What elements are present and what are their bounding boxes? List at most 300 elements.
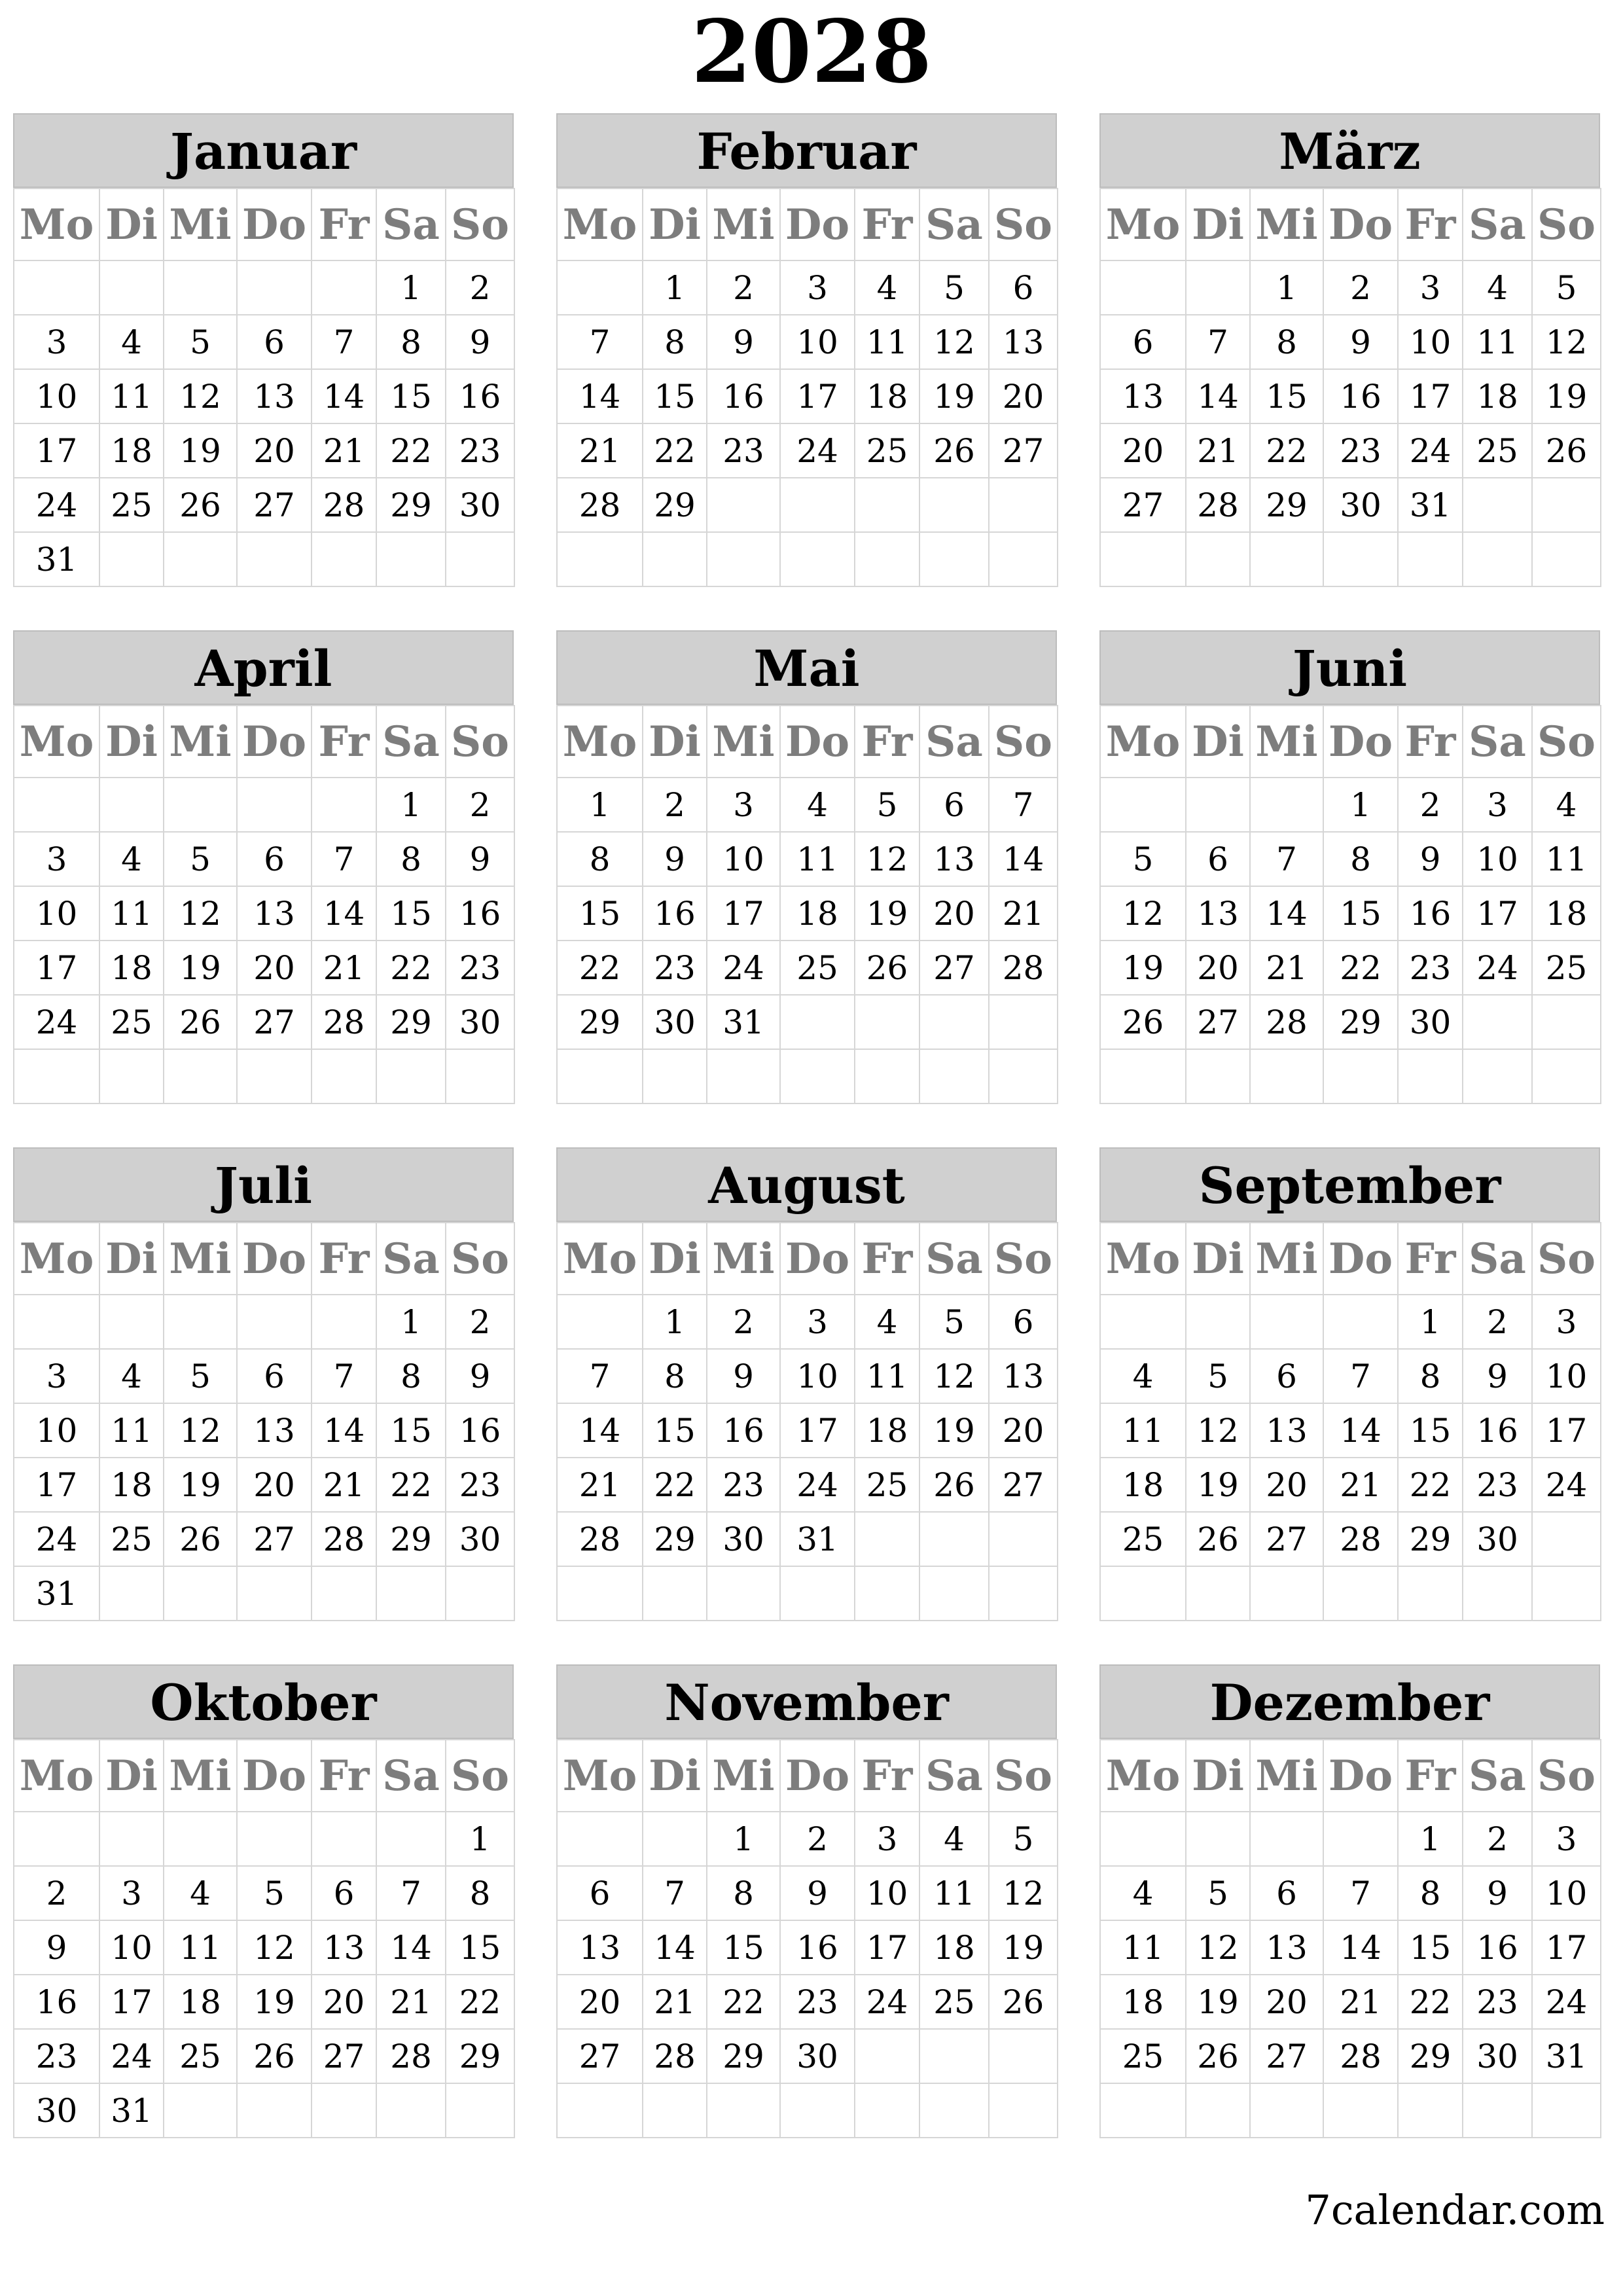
day-cell: 4 <box>1463 260 1532 315</box>
day-cell: 31 <box>14 532 99 586</box>
week-row <box>1100 995 1601 1049</box>
day-cell: 30 <box>446 995 514 1049</box>
day-cell <box>989 478 1058 532</box>
day-cell: 13 <box>1250 1920 1323 1975</box>
day-cell: 19 <box>1532 369 1601 423</box>
weekday-header-row <box>1100 706 1601 778</box>
day-cell: 21 <box>557 1458 643 1512</box>
day-cell: 21 <box>1250 941 1323 995</box>
day-cell: 2 <box>1323 260 1398 315</box>
day-cell <box>1250 532 1323 586</box>
weekday-label: Sa <box>376 706 446 778</box>
day-cell <box>312 260 376 315</box>
day-cell: 11 <box>99 886 164 941</box>
day-cell: 14 <box>376 1920 446 1975</box>
weekday-label: Fr <box>312 706 376 778</box>
weekday-label: Sa <box>1463 1223 1532 1295</box>
day-cell: 27 <box>989 423 1058 478</box>
weekday-header-row <box>1100 188 1601 260</box>
day-cell <box>376 1812 446 1866</box>
week-row <box>14 260 514 315</box>
weekday-label: Do <box>780 1740 855 1812</box>
day-cell <box>919 1049 989 1103</box>
day-cell <box>1186 1566 1250 1621</box>
day-cell <box>1250 1049 1323 1103</box>
week-row <box>14 369 514 423</box>
day-cell: 25 <box>99 995 164 1049</box>
month-block <box>1099 1147 1600 1622</box>
week-row <box>1100 315 1601 369</box>
day-cell: 13 <box>989 315 1058 369</box>
day-cell: 18 <box>1463 369 1532 423</box>
week-row <box>1100 1403 1601 1458</box>
week-row <box>557 941 1058 995</box>
week-row <box>557 2083 1058 2138</box>
day-cell: 17 <box>855 1920 919 1975</box>
day-cell: 13 <box>1250 1403 1323 1458</box>
day-cell <box>1532 1512 1601 1566</box>
week-row <box>1100 532 1601 586</box>
day-cell: 1 <box>376 1295 446 1349</box>
week-row <box>557 1566 1058 1621</box>
weekday-header-row <box>14 1740 514 1812</box>
day-cell: 1 <box>1398 1812 1463 1866</box>
weekday-label: Mo <box>14 1223 99 1295</box>
day-cell: 29 <box>376 1512 446 1566</box>
day-cell: 19 <box>919 1403 989 1458</box>
weekday-label: Fr <box>312 188 376 260</box>
weekday-label: Fr <box>1398 1740 1463 1812</box>
day-cell <box>99 1566 164 1621</box>
day-cell: 26 <box>1532 423 1601 478</box>
day-cell: 9 <box>446 315 514 369</box>
day-cell: 26 <box>1100 995 1186 1049</box>
day-cell: 6 <box>237 832 312 886</box>
weekday-label: Mo <box>557 706 643 778</box>
day-cell: 2 <box>1398 778 1463 832</box>
day-cell: 29 <box>1398 2029 1463 2083</box>
week-row <box>557 1295 1058 1349</box>
day-cell: 5 <box>1186 1349 1250 1403</box>
day-cell: 10 <box>780 315 855 369</box>
day-cell: 27 <box>1186 995 1250 1049</box>
weekday-label: Fr <box>312 1740 376 1812</box>
day-cell: 25 <box>1100 1512 1186 1566</box>
day-cell: 18 <box>1532 886 1601 941</box>
day-cell: 9 <box>1323 315 1398 369</box>
day-cell: 9 <box>780 1866 855 1920</box>
day-cell: 10 <box>707 832 780 886</box>
day-cell: 28 <box>557 478 643 532</box>
week-row <box>14 941 514 995</box>
week-row <box>14 1403 514 1458</box>
day-cell: 19 <box>919 369 989 423</box>
day-cell: 30 <box>707 1512 780 1566</box>
day-cell <box>855 2029 919 2083</box>
day-cell: 11 <box>855 1349 919 1403</box>
week-row <box>14 532 514 586</box>
day-cell: 5 <box>855 778 919 832</box>
weekday-header-row <box>557 188 1058 260</box>
day-cell: 13 <box>919 832 989 886</box>
weekday-header-row <box>557 1223 1058 1295</box>
weekday-label: Sa <box>376 1223 446 1295</box>
day-cell <box>919 1512 989 1566</box>
day-cell <box>643 1812 707 1866</box>
week-row <box>1100 1866 1601 1920</box>
day-cell: 11 <box>99 369 164 423</box>
week-row <box>14 2029 514 2083</box>
day-cell: 28 <box>1250 995 1323 1049</box>
day-cell: 19 <box>1186 1975 1250 2029</box>
day-cell: 1 <box>643 1295 707 1349</box>
week-row <box>14 1295 514 1349</box>
day-cell <box>1532 1566 1601 1621</box>
weekday-label: Mi <box>707 188 780 260</box>
day-cell: 7 <box>557 315 643 369</box>
day-cell: 24 <box>855 1975 919 2029</box>
day-cell: 8 <box>1398 1866 1463 1920</box>
day-cell: 7 <box>557 1349 643 1403</box>
month-day-grid <box>556 1739 1058 2138</box>
day-cell <box>237 1566 312 1621</box>
day-cell: 28 <box>643 2029 707 2083</box>
day-cell <box>1186 1295 1250 1349</box>
day-cell: 6 <box>237 1349 312 1403</box>
day-cell: 19 <box>237 1975 312 2029</box>
day-cell: 11 <box>99 1403 164 1458</box>
week-row <box>557 778 1058 832</box>
day-cell: 15 <box>643 1403 707 1458</box>
day-cell: 1 <box>446 1812 514 1866</box>
weekday-label: Sa <box>1463 188 1532 260</box>
day-cell: 16 <box>643 886 707 941</box>
week-row <box>1100 1512 1601 1566</box>
weekday-header-row <box>557 1740 1058 1812</box>
day-cell: 9 <box>1463 1866 1532 1920</box>
day-cell: 8 <box>376 832 446 886</box>
week-row <box>557 315 1058 369</box>
day-cell <box>557 1566 643 1621</box>
day-cell: 10 <box>99 1920 164 1975</box>
week-row <box>557 1349 1058 1403</box>
day-cell: 23 <box>446 423 514 478</box>
day-cell <box>1463 532 1532 586</box>
week-row <box>14 1812 514 1866</box>
day-cell: 29 <box>1250 478 1323 532</box>
weekday-label: Di <box>643 188 707 260</box>
month-day-grid <box>556 705 1058 1104</box>
day-cell: 17 <box>99 1975 164 2029</box>
day-cell: 20 <box>989 369 1058 423</box>
day-cell: 31 <box>1532 2029 1601 2083</box>
day-cell <box>557 1812 643 1866</box>
day-cell: 15 <box>707 1920 780 1975</box>
weekday-label: Do <box>1323 1223 1398 1295</box>
day-cell: 12 <box>919 315 989 369</box>
day-cell: 31 <box>99 2083 164 2138</box>
weekday-label: Sa <box>919 706 989 778</box>
day-cell: 23 <box>1463 1975 1532 2029</box>
day-cell: 24 <box>780 423 855 478</box>
week-row <box>557 1975 1058 2029</box>
day-cell: 13 <box>237 369 312 423</box>
weekday-label: Mo <box>557 1223 643 1295</box>
weekday-label: Di <box>1186 706 1250 778</box>
day-cell <box>1186 1812 1250 1866</box>
day-cell: 4 <box>1100 1866 1186 1920</box>
day-cell: 19 <box>164 423 237 478</box>
day-cell: 29 <box>643 1512 707 1566</box>
day-cell <box>1323 1566 1398 1621</box>
day-cell: 19 <box>164 1458 237 1512</box>
day-cell: 27 <box>312 2029 376 2083</box>
day-cell <box>780 995 855 1049</box>
day-cell <box>1463 1566 1532 1621</box>
day-cell <box>707 1049 780 1103</box>
day-cell: 8 <box>446 1866 514 1920</box>
day-cell <box>237 532 312 586</box>
day-cell <box>1100 260 1186 315</box>
day-cell <box>237 778 312 832</box>
weekday-label: Mo <box>1100 188 1186 260</box>
week-row <box>557 2029 1058 2083</box>
weekday-header-row <box>14 188 514 260</box>
weekday-label: So <box>446 706 514 778</box>
week-row <box>14 778 514 832</box>
day-cell <box>1186 532 1250 586</box>
day-cell <box>780 1566 855 1621</box>
day-cell: 17 <box>1532 1403 1601 1458</box>
weekday-label: Di <box>643 1223 707 1295</box>
day-cell: 21 <box>1323 1975 1398 2029</box>
day-cell: 28 <box>557 1512 643 1566</box>
day-cell: 22 <box>707 1975 780 2029</box>
weekday-label: So <box>989 1223 1058 1295</box>
day-cell: 19 <box>1100 941 1186 995</box>
weekday-label: Fr <box>1398 1223 1463 1295</box>
month-block <box>556 1664 1057 2139</box>
day-cell: 16 <box>707 1403 780 1458</box>
day-cell: 31 <box>707 995 780 1049</box>
weekday-label: Mi <box>1250 188 1323 260</box>
day-cell: 29 <box>1398 1512 1463 1566</box>
day-cell: 1 <box>376 778 446 832</box>
day-cell <box>99 1049 164 1103</box>
day-cell <box>1323 1812 1398 1866</box>
day-cell: 4 <box>855 1295 919 1349</box>
weekday-label: Di <box>1186 1223 1250 1295</box>
year-title: 2028 <box>691 1 932 103</box>
day-cell <box>1532 532 1601 586</box>
day-cell: 24 <box>1398 423 1463 478</box>
day-cell: 15 <box>376 1403 446 1458</box>
day-cell <box>446 2083 514 2138</box>
day-cell: 8 <box>557 832 643 886</box>
weekday-label: Di <box>99 1223 164 1295</box>
day-cell: 25 <box>780 941 855 995</box>
month-name: Januar <box>13 113 514 188</box>
day-cell <box>855 478 919 532</box>
day-cell <box>1398 1049 1463 1103</box>
day-cell <box>989 1566 1058 1621</box>
day-cell: 29 <box>643 478 707 532</box>
week-row <box>14 478 514 532</box>
weekday-label: Mi <box>164 1223 237 1295</box>
weekday-label: Mo <box>1100 706 1186 778</box>
day-cell: 25 <box>1100 2029 1186 2083</box>
weekday-label: Fr <box>855 706 919 778</box>
day-cell: 23 <box>707 423 780 478</box>
weekday-label: Mo <box>557 188 643 260</box>
day-cell: 26 <box>855 941 919 995</box>
day-cell: 16 <box>1463 1403 1532 1458</box>
day-cell: 2 <box>14 1866 99 1920</box>
day-cell: 15 <box>1250 369 1323 423</box>
month-day-grid <box>1099 188 1601 587</box>
month-day-grid <box>556 188 1058 587</box>
day-cell: 23 <box>446 1458 514 1512</box>
day-cell: 6 <box>237 315 312 369</box>
day-cell: 9 <box>1398 832 1463 886</box>
month-block <box>13 1664 514 2139</box>
day-cell: 1 <box>557 778 643 832</box>
day-cell: 15 <box>1323 886 1398 941</box>
day-cell: 31 <box>1398 478 1463 532</box>
day-cell <box>1100 1812 1186 1866</box>
day-cell: 1 <box>1323 778 1398 832</box>
day-cell <box>14 1049 99 1103</box>
weekday-label: Do <box>780 188 855 260</box>
month-block <box>1099 630 1600 1105</box>
day-cell: 5 <box>1100 832 1186 886</box>
day-cell: 10 <box>855 1866 919 1920</box>
day-cell: 5 <box>164 1349 237 1403</box>
day-cell: 23 <box>780 1975 855 2029</box>
day-cell: 15 <box>376 369 446 423</box>
day-cell: 18 <box>919 1920 989 1975</box>
day-cell: 12 <box>1186 1403 1250 1458</box>
month-name: Februar <box>556 113 1057 188</box>
day-cell: 28 <box>312 478 376 532</box>
day-cell: 18 <box>780 886 855 941</box>
day-cell: 20 <box>557 1975 643 2029</box>
month-name: August <box>556 1147 1057 1222</box>
day-cell <box>1532 1049 1601 1103</box>
day-cell: 11 <box>1100 1920 1186 1975</box>
day-cell: 22 <box>557 941 643 995</box>
day-cell: 4 <box>164 1866 237 1920</box>
week-row <box>557 423 1058 478</box>
day-cell <box>1398 532 1463 586</box>
week-row <box>557 1866 1058 1920</box>
day-cell: 24 <box>14 478 99 532</box>
day-cell: 3 <box>780 1295 855 1349</box>
day-cell <box>707 1566 780 1621</box>
day-cell: 9 <box>707 315 780 369</box>
day-cell: 21 <box>1323 1458 1398 1512</box>
day-cell <box>1323 532 1398 586</box>
day-cell: 16 <box>780 1920 855 1975</box>
day-cell: 30 <box>14 2083 99 2138</box>
day-cell: 25 <box>99 1512 164 1566</box>
day-cell: 23 <box>707 1458 780 1512</box>
day-cell: 18 <box>855 369 919 423</box>
day-cell: 12 <box>919 1349 989 1403</box>
weekday-label: Di <box>1186 1740 1250 1812</box>
weekday-label: Di <box>643 706 707 778</box>
day-cell: 20 <box>237 1458 312 1512</box>
day-cell: 17 <box>780 1403 855 1458</box>
day-cell: 28 <box>376 2029 446 2083</box>
day-cell <box>557 532 643 586</box>
day-cell: 30 <box>643 995 707 1049</box>
day-cell: 21 <box>376 1975 446 2029</box>
day-cell: 23 <box>643 941 707 995</box>
day-cell <box>446 532 514 586</box>
day-cell: 10 <box>1398 315 1463 369</box>
weekday-label: Fr <box>855 1223 919 1295</box>
day-cell: 1 <box>1250 260 1323 315</box>
day-cell: 1 <box>643 260 707 315</box>
day-cell: 5 <box>164 315 237 369</box>
day-cell: 29 <box>707 2029 780 2083</box>
day-cell: 29 <box>376 995 446 1049</box>
day-cell: 29 <box>376 478 446 532</box>
month-day-grid <box>13 705 515 1104</box>
day-cell: 4 <box>99 832 164 886</box>
day-cell: 18 <box>99 423 164 478</box>
day-cell <box>1323 2083 1398 2138</box>
day-cell <box>989 995 1058 1049</box>
day-cell: 7 <box>1250 832 1323 886</box>
day-cell: 29 <box>1323 995 1398 1049</box>
day-cell: 21 <box>312 941 376 995</box>
weekday-label: Fr <box>855 1740 919 1812</box>
day-cell <box>1463 995 1532 1049</box>
day-cell: 22 <box>376 1458 446 1512</box>
day-cell: 20 <box>1250 1458 1323 1512</box>
day-cell: 17 <box>707 886 780 941</box>
day-cell: 29 <box>446 2029 514 2083</box>
day-cell: 10 <box>780 1349 855 1403</box>
weekday-label: Mi <box>164 706 237 778</box>
day-cell: 5 <box>164 832 237 886</box>
day-cell: 15 <box>1398 1920 1463 1975</box>
week-row <box>1100 1566 1601 1621</box>
weekday-label: Do <box>237 188 312 260</box>
weekday-label: Mo <box>1100 1223 1186 1295</box>
day-cell: 23 <box>446 941 514 995</box>
weekday-label: Fr <box>1398 188 1463 260</box>
weekday-label: Sa <box>919 1740 989 1812</box>
weekday-label: Di <box>643 1740 707 1812</box>
day-cell: 2 <box>707 260 780 315</box>
weekday-header-row <box>14 706 514 778</box>
day-cell: 16 <box>446 369 514 423</box>
day-cell: 5 <box>919 260 989 315</box>
day-cell: 8 <box>376 315 446 369</box>
week-row <box>14 1512 514 1566</box>
week-row <box>557 1812 1058 1866</box>
day-cell: 26 <box>1186 1512 1250 1566</box>
week-row <box>1100 886 1601 941</box>
day-cell: 26 <box>237 2029 312 2083</box>
day-cell: 26 <box>989 1975 1058 2029</box>
day-cell <box>99 1812 164 1866</box>
day-cell: 23 <box>14 2029 99 2083</box>
week-row <box>1100 2029 1601 2083</box>
